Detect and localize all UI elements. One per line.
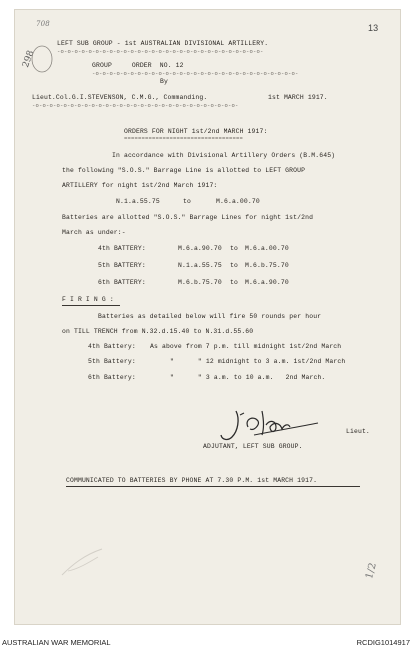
page-number: 13 — [368, 23, 379, 33]
orders-heading: ORDERS FOR NIGHT 1st/2nd MARCH 1917: — [124, 128, 268, 135]
firing-6-text: " " 3 a.m. to 10 a.m. 2nd March. — [170, 374, 326, 381]
handwritten-signature — [214, 405, 324, 445]
battery-5-to: M.6.b.75.70 — [245, 262, 289, 269]
signature-rank: Lieut. — [346, 428, 370, 435]
commander-line: Lieut.Col.G.I.STEVENSON, C.M.G., Commanding. — [32, 94, 208, 101]
battery-5-from: N.1.a.55.75 — [178, 262, 222, 269]
footer-left: AUSTRALIAN WAR MEMORIAL — [2, 638, 111, 647]
order-date: 1st MARCH 1917. — [268, 94, 328, 101]
firing-paragraph-line-1: Batteries as detailed below will fire 50 rounds per hour — [98, 313, 322, 320]
firing-heading-underline — [62, 305, 120, 306]
battery-4-to-word: to — [230, 245, 238, 252]
folio-circle — [29, 44, 55, 74]
side-mark: 1/2 — [364, 561, 379, 581]
by-line: By — [160, 78, 168, 85]
paragraph-1-line-3: ARTILLERY for night 1st/2nd March 1917: — [62, 182, 218, 189]
firing-5-text: " " 12 midnight to 3 a.m. 1st/2nd March — [170, 358, 346, 365]
orders-heading-underline: ================================== — [124, 135, 244, 142]
paragraph-2-line-2: March as under:- — [62, 229, 126, 236]
order-title: GROUP ORDER NO. 12 — [92, 62, 184, 69]
unit-line: LEFT SUB GROUP - 1st AUSTRALIAN DIVISIONAL ARTILLERY. — [57, 40, 269, 47]
firing-heading: F I R I N G : — [62, 296, 114, 303]
battery-6-to-word: to — [230, 279, 238, 286]
battery-5-to-word: to — [230, 262, 238, 269]
top-pencil-mark: 708 — [36, 20, 50, 28]
paragraph-2-line-1: Batteries are allotted "S.O.S." Barrage Lines for night 1st/2nd — [62, 214, 314, 221]
paragraph-1-line-1: In accordance with Divisional Artillery Orders (B.M.645) — [112, 152, 336, 159]
firing-4-text: As above from 7 p.m. till midnight 1st/2nd March — [150, 343, 342, 350]
footer-right: RCDIG1014917 — [356, 638, 410, 647]
firing-4-name: 4th Battery: — [88, 343, 136, 350]
folio-number: 298 — [21, 49, 37, 70]
faint-bleedthrough-mark — [58, 545, 108, 580]
paragraph-1-line-2: the following "S.O.S." Barrage Line is allotted to LEFT GROUP — [62, 167, 306, 174]
header-dots-3: -o-o-o-o-o-o-o-o-o-o-o-o-o-o-o-o-o-o-o-o-o-o-o-o-o-o-o-o-o- — [32, 102, 239, 109]
firing-6-name: 6th Battery: — [88, 374, 136, 381]
battery-5-name: 5th BATTERY: — [98, 262, 146, 269]
barrage-to-word: to — [183, 198, 191, 205]
firing-5-name: 5th Battery: — [88, 358, 136, 365]
signature-title: ADJUTANT, LEFT SUB GROUP. — [203, 443, 303, 450]
barrage-from: N.1.a.55.75 — [116, 198, 160, 205]
communicated-underline — [66, 486, 360, 487]
battery-6-from: M.6.b.75.70 — [178, 279, 222, 286]
battery-6-to: M.6.a.90.70 — [245, 279, 289, 286]
header-dots-2: -o-o-o-o-o-o-o-o-o-o-o-o-o-o-o-o-o-o-o-o-o-o-o-o-o-o-o-o-o- — [92, 70, 299, 77]
barrage-to: M.6.a.00.70 — [216, 198, 260, 205]
battery-4-to: M.6.a.00.70 — [245, 245, 289, 252]
battery-4-name: 4th BATTERY: — [98, 245, 146, 252]
battery-4-from: M.6.a.90.70 — [178, 245, 222, 252]
battery-6-name: 6th BATTERY: — [98, 279, 146, 286]
firing-paragraph-line-2: on TILL TRENCH from N.32.d.15.40 to N.31.d.55.60 — [62, 328, 254, 335]
header-dots-1: -o-o-o-o-o-o-o-o-o-o-o-o-o-o-o-o-o-o-o-o-o-o-o-o-o-o-o-o-o- — [57, 48, 264, 55]
communicated-line: COMMUNICATED TO BATTERIES BY PHONE AT 7.30 P.M. 1st MARCH 1917. — [66, 477, 318, 484]
